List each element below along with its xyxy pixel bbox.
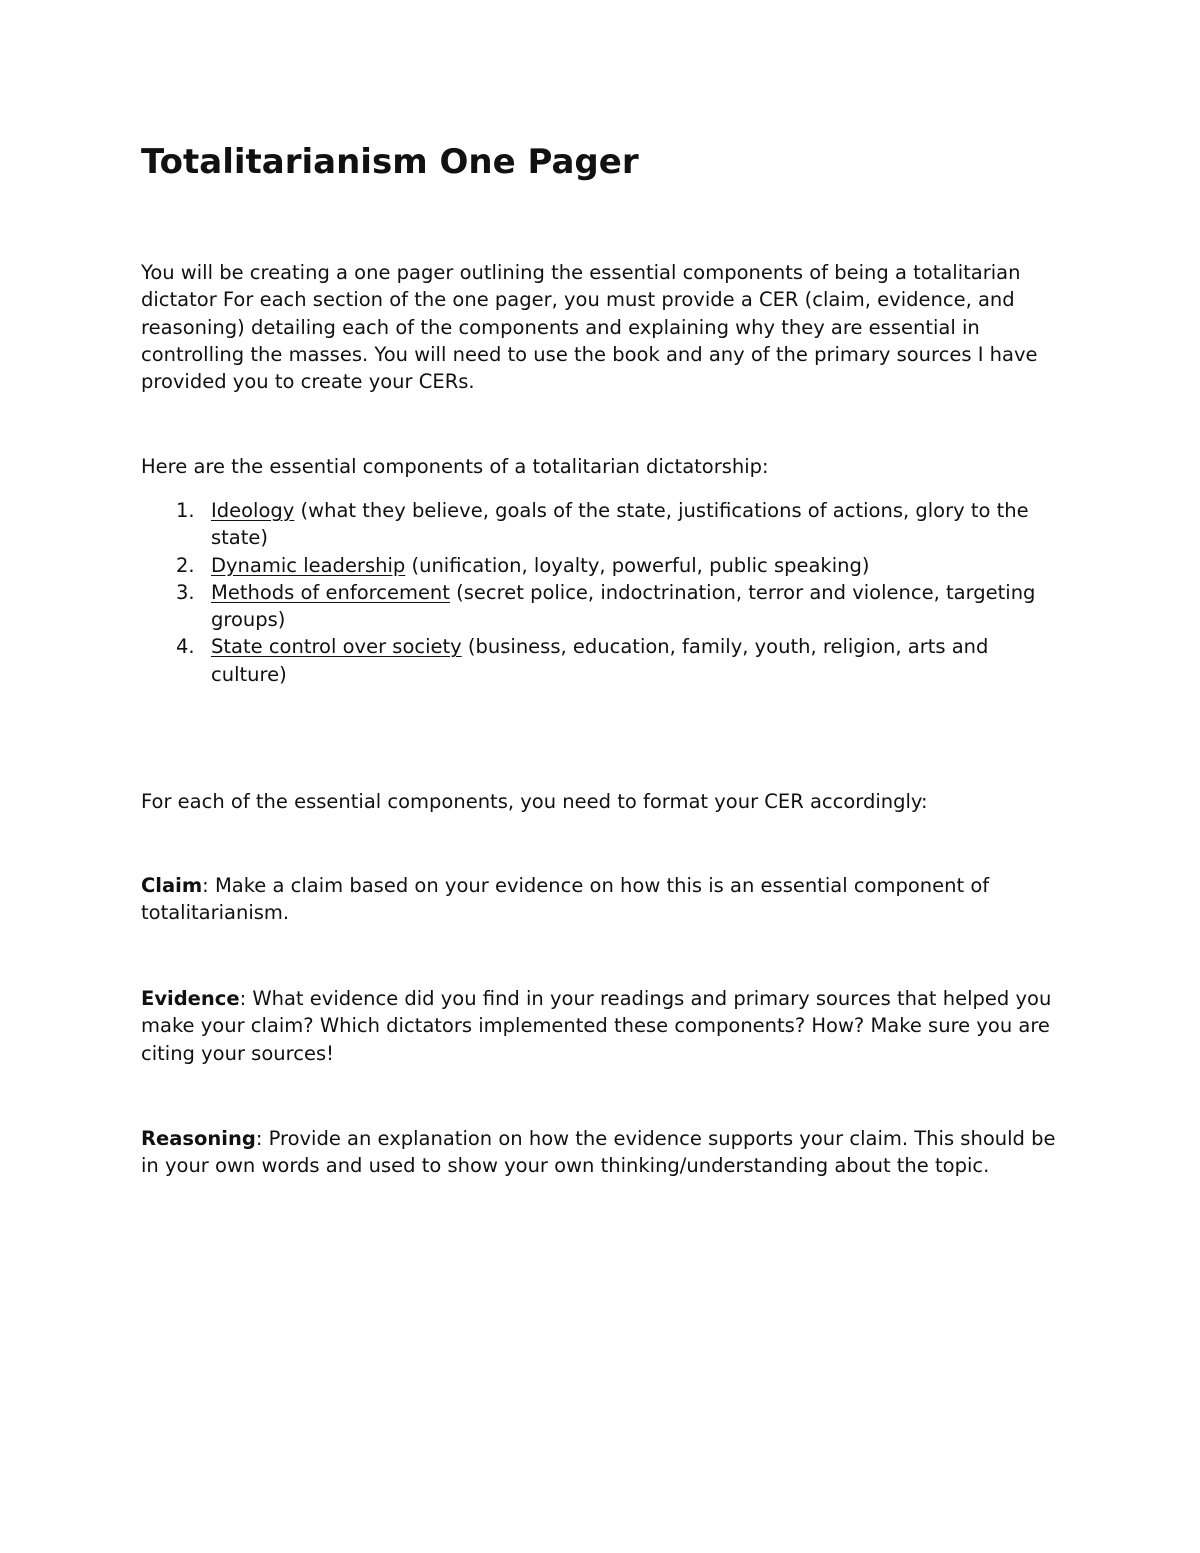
component-detail: (unification, loyalty, powerful, public speaking) <box>405 553 870 577</box>
list-item <box>141 497 1056 552</box>
component-term: Ideology <box>211 499 295 522</box>
claim-text: : Make a claim based on your evidence on how this is an essential component of totalitarianism. <box>141 874 990 925</box>
component-detail: (secret police, indoctrination, terror and violence, targeting groups) <box>211 580 1036 632</box>
list-item-number: 2. <box>176 553 195 577</box>
list-item <box>141 579 1056 634</box>
components-list <box>141 497 1056 688</box>
claim-label: Claim <box>141 874 203 897</box>
cer-lead-paragraph: For each of the essential components, you need to format your CER accordingly: <box>141 790 928 813</box>
list-item-number: 1. <box>176 499 195 522</box>
reasoning-label: Reasoning <box>141 1127 256 1150</box>
evidence-text: : What evidence did you find in your readings and primary sources that helped you make your claim? Which dictators implemented these components? How? Make sure you are citing your sources! <box>141 987 1052 1065</box>
list-item <box>141 633 1056 688</box>
reasoning-text: : Provide an explanation on how the evidence supports your claim. This should be in your own words and used to show your own thinking/understanding about the topic. <box>141 1127 1056 1178</box>
document-title: Totalitarianism One Pager <box>141 142 639 182</box>
intro-paragraph: You will be creating a one pager outlining the essential components of being a totalitarian dictator For each section of the one pager, you must provide a CER (claim, evidence, and reasoning) detailing each of the components and explaining why they are essential in controlling the masses. You will need to use the book and any of the primary sources I have provided you to create your CERs. <box>141 261 1038 394</box>
components-lead-paragraph: Here are the essential components of a totalitarian dictatorship: <box>141 455 769 478</box>
evidence-paragraph <box>141 985 1056 1067</box>
list-item-number: 3. <box>176 580 195 604</box>
component-term: Methods of enforcement <box>211 580 450 604</box>
component-detail: (what they believe, goals of the state, justifications of actions, glory to the state) <box>211 499 1029 550</box>
list-item-number: 4. <box>176 635 195 659</box>
claim-paragraph <box>141 872 1056 927</box>
reasoning-paragraph <box>141 1125 1056 1180</box>
component-detail: (business, education, family, youth, religion, arts and culture) <box>211 635 989 686</box>
evidence-label: Evidence <box>141 987 240 1010</box>
component-term: State control over society <box>211 635 462 659</box>
list-item <box>141 552 1056 579</box>
component-term: Dynamic leadership <box>211 553 406 577</box>
